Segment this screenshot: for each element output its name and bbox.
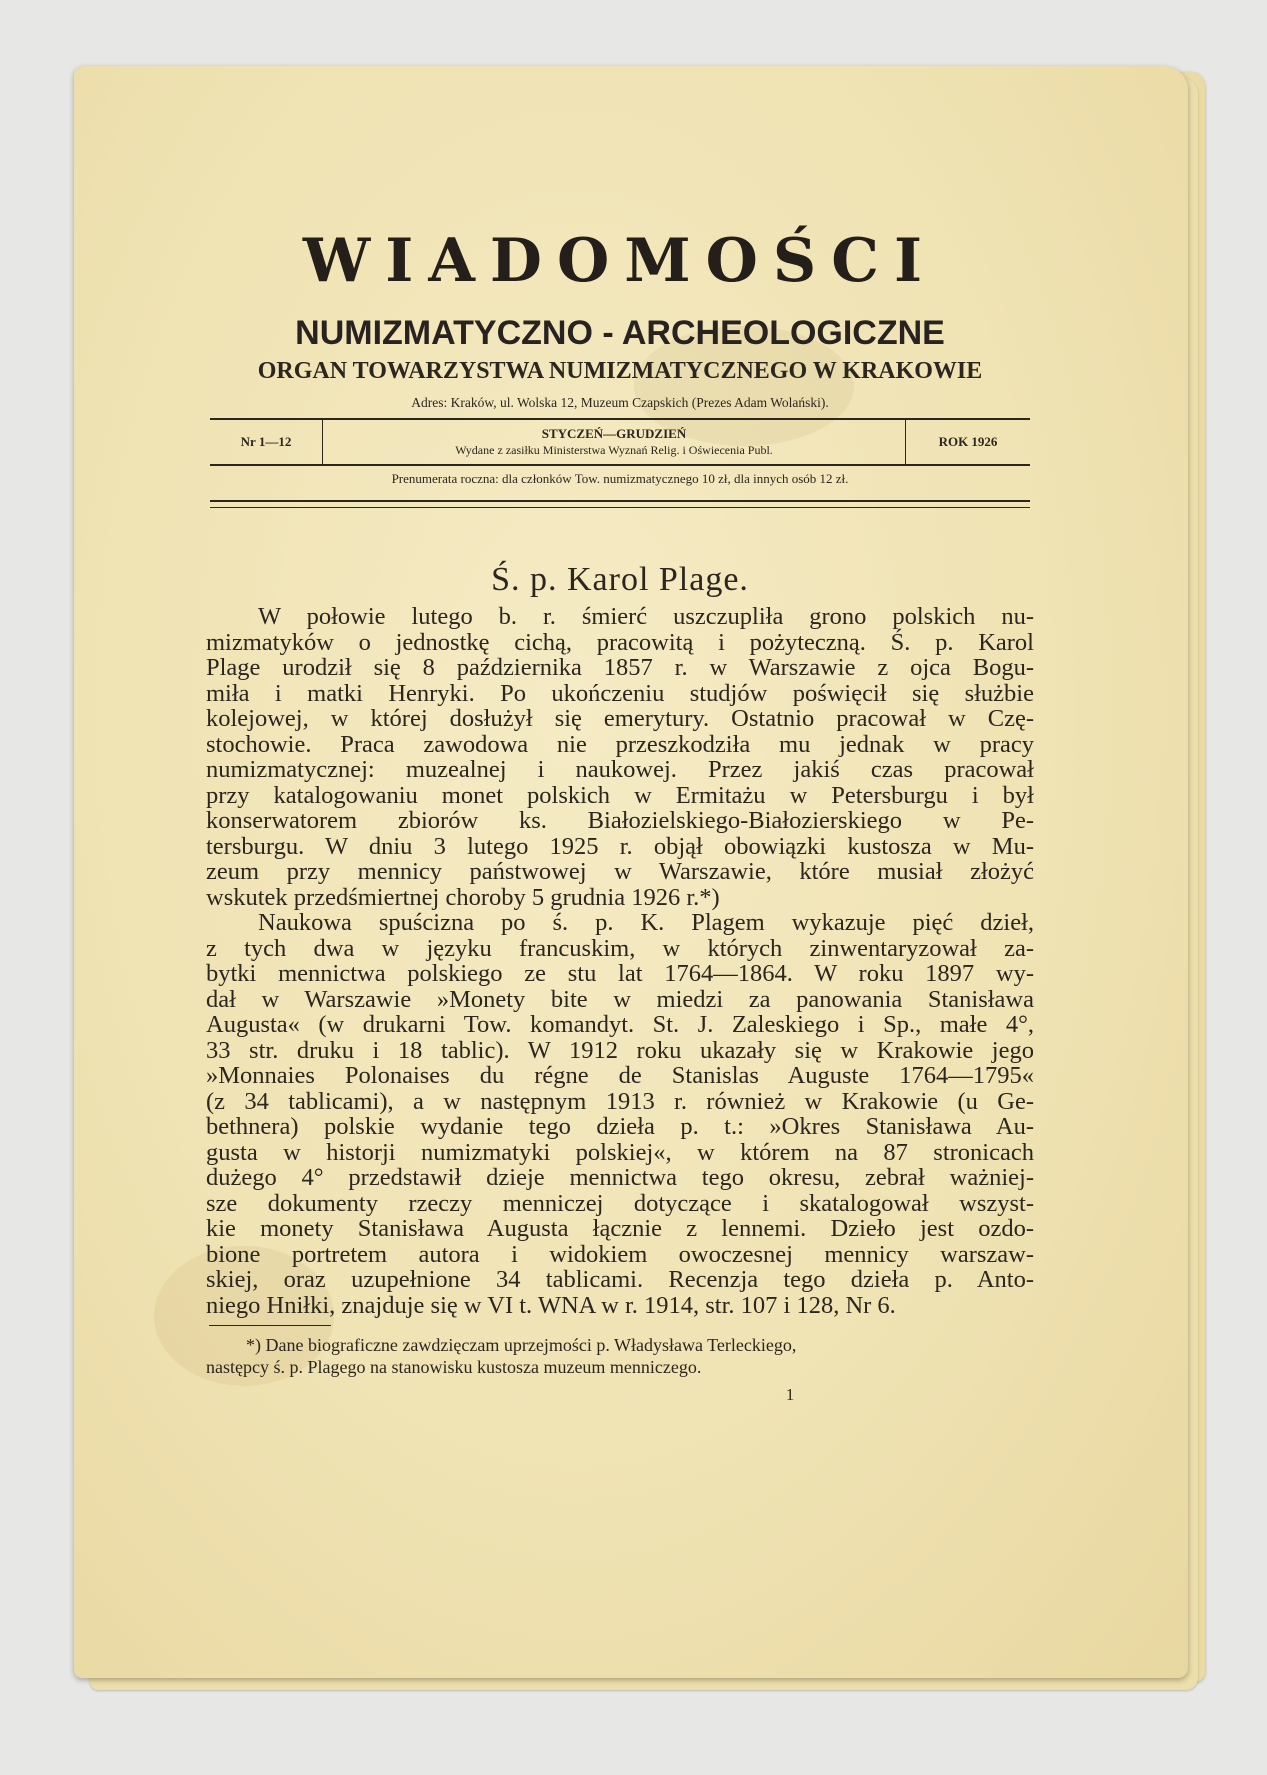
text-line: mizmatyków o jednostkę cichą, pracowitą i pożyteczną. Ś. p. Karol (206, 628, 1034, 656)
issue-number: Nr 1—12 (210, 420, 323, 464)
article-title: Ś. p. Karol Plage. (491, 561, 749, 598)
text-line: gusta w historji numizmatyki polskiej«, w którem na 87 stronicach (206, 1138, 1034, 1166)
text-line: bethnera) polskie wydanie tego dzieła p. t.: »Okres Stanisława Au- (206, 1113, 1034, 1140)
text-line: następcy ś. p. Plagego na stanowisku kustosza muzeum menniczego. (206, 1357, 702, 1377)
text-line: stochowie. Praca zawodowa nie przeszkodziła mu jednak w pracy (206, 730, 1034, 758)
text-line: numizmatycznej: muzealnej i naukowej. Przez jakiś czas pracował (206, 756, 1034, 783)
text-line: kolejowej, w której dosłużył się emerytury. Ostatnio pracował w Czę- (206, 705, 1034, 732)
article-body (206, 604, 1034, 1318)
text-line: »Monnaies Polonaises du régne de Stanislas Auguste 1764—1795« (206, 1062, 1034, 1089)
text-line: *) Dane biograficzne zawdzięczam uprzejmości p. Władysława Terleckiego, (246, 1335, 797, 1355)
subscription-note: Prenumerata roczna: dla członków Tow. numizmatycznego 10 zł, dla innych osób 12 zł. (391, 471, 849, 486)
footnote-rule (209, 1325, 331, 1326)
text-line: miła i matki Henryki. Po ukończeniu studjów poświęcił się służbie (206, 679, 1034, 707)
text-line: dał w Warszawie »Monety bite w miedzi za panowania Stanisława (206, 985, 1034, 1013)
issue-months: STYCZEŃ—GRUDZIEŃ (541, 426, 687, 442)
text-line: Naukowa spuścizna po ś. p. K. Plagem wykazuje pięć dzieł, (258, 909, 1034, 936)
issue-info-bar (210, 418, 1030, 466)
text-line: Plage urodził się 8 października 1857 r. w Warszawie z ojca Bogu- (206, 654, 1034, 681)
text-line: bione portretem autora i widokiem owoczesnej mennicy warszaw- (206, 1240, 1034, 1268)
text-line: konserwatorem zbiorów ks. Białozielskiego-Białozierskiego w Pe- (206, 807, 1034, 834)
masthead-subtitle: NUMIZMATYCZNO - ARCHEOLOGICZNE (295, 314, 945, 352)
text-line: kie monety Stanisława Augusta łącznie z lennemi. Dzieło jest ozdo- (206, 1215, 1034, 1242)
issue-dates-cell (323, 420, 906, 464)
article-paragraph-1 (206, 604, 1034, 910)
masthead-organization: ORGAN TOWARZYSTWA NUMIZMATYCZNEGO W KRAKOWIE (257, 358, 983, 384)
article-paragraph-2 (206, 910, 1034, 1318)
text-line: bytki mennictwa polskiego ze stu lat 1764—1864. W roku 1897 wy- (206, 960, 1034, 987)
masthead-address: Adres: Kraków, ul. Wolska 12, Muzeum Czapskich (Prezes Adam Wolański). (411, 395, 829, 410)
text-line: (z 34 tablicami), a w następnym 1913 r. również w Krakowie (u Ge- (206, 1087, 1034, 1115)
issue-year: ROK 1926 (938, 433, 998, 449)
document-page (74, 66, 1188, 1678)
text-line: wskutek przedśmiertnej choroby 5 grudnia 1926 r.*) (206, 883, 720, 911)
issue-funding: Wydane z zasiłku Ministerstwa Wyznań Relig. i Oświecenia Publ. (455, 442, 773, 457)
masthead-title: WIADOMOŚCI (302, 226, 938, 296)
text-line: Augusta« (w drukarni Tow. komandyt. St. J. Zaleskiego i Sp., małe 4°, (206, 1011, 1034, 1038)
page-number: 1 (785, 1385, 795, 1404)
header-double-rule (210, 500, 1030, 508)
text-line: niego Hniłki, znajduje się w VI t. WNA w r. 1914, str. 107 i 128, Nr 6. (206, 1291, 896, 1319)
footnote (206, 1334, 1034, 1378)
text-line: z tych dwa w języku francuskim, w których zinwentaryzował za- (206, 934, 1034, 962)
text-line: W połowie lutego b. r. śmierć uszczupliła grono polskich nu- (258, 603, 1034, 630)
text-line: zeum przy mennicy państwowej w Warszawie, które musiał złożyć (206, 858, 1034, 885)
text-line: przy katalogowaniu monet polskich w Ermitażu w Petersburgu i był (206, 781, 1034, 809)
text-line: dużego 4° przedstawił dzieje mennictwa tego okresu, zebrał ważniej- (206, 1164, 1034, 1191)
text-line: 33 str. druku i 18 tablic). W 1912 roku ukazały się w Krakowie jego (206, 1036, 1034, 1064)
text-line: sze dokumenty rzeczy menniczej dotyczące i skatalogował wszyst- (206, 1189, 1034, 1217)
text-line: skiej, oraz uzupełnione 34 tablicami. Recenzja tego dzieła p. Anto- (206, 1266, 1034, 1293)
text-line: tersburgu. W dniu 3 lutego 1925 r. objął obowiązki kustosza w Mu- (206, 832, 1034, 860)
